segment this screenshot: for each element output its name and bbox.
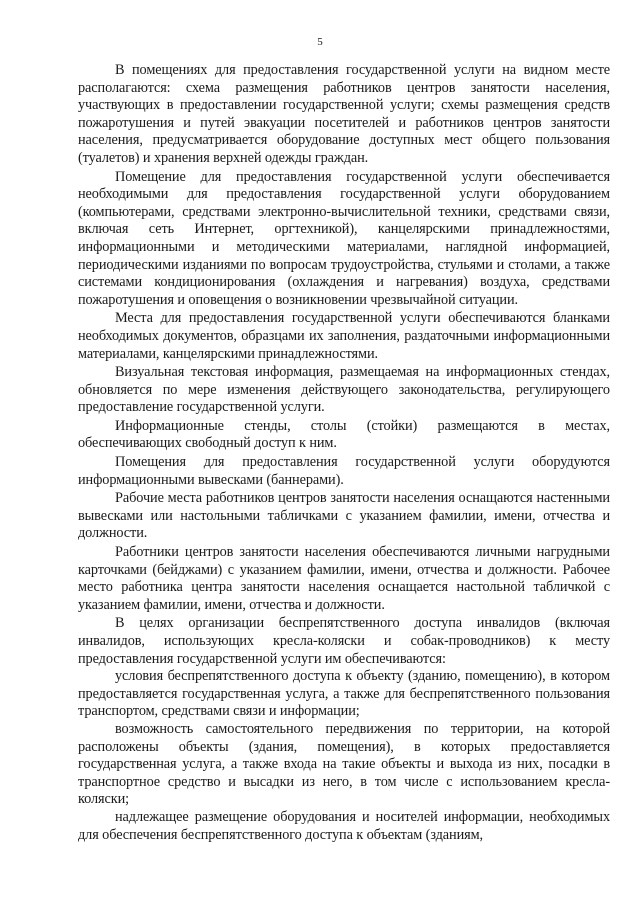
paragraph-10: условия беспрепятственного доступа к объекту (зданию, помещению), в котором предоставляется государственная услуга, а также для беспрепятственного пользования транспортом, средствами связи и информации; (78, 668, 610, 720)
paragraph-12: надлежащее размещение оборудования и носителей информации, необходимых для обеспечения беспрепятственного доступа к объектам (зданиям, (78, 808, 610, 843)
paragraph-7: Рабочие места работников центров занятости населения оснащаются настенными вывесками или настольными табличками с указанием фамилии, имени, отчества и должности. (78, 490, 610, 542)
paragraph-11: возможность самостоятельного передвижения по территории, на которой расположены объекты (здания, помещения), в которых предоставляется государственная услуга, а также входа на такие объекты и выхода из них, посадки в транспортное средство и высадки из него, в том числе с использованием кресла-коляски; (78, 720, 610, 808)
paragraph-9: В целях организации беспрепятственного доступа инвалидов (включая инвалидов, использующих кресла-коляски и собак-проводников) к месту предоставления государственной услуги им обеспечиваются: (78, 615, 610, 667)
page-number: 5 (317, 36, 323, 48)
paragraph-6: Помещения для предоставления государственной услуги оборудуются информационными вывесками (баннерами). (78, 454, 610, 488)
paragraph-4: Визуальная текстовая информация, размещаемая на информационных стендах, обновляется по мере изменения действующего законодательства, регулирующего предоставление государственной услуги. (78, 364, 610, 416)
paragraph-8: Работники центров занятости населения обеспечиваются личными нагрудными карточками (бейджами) с указанием фамилии, имени, отчества и должности. Рабочее место работника центра занятости населения оснащается настольной табличкой с указанием фамилии, имени, отчества и должности. (78, 544, 610, 613)
paragraph-3: Места для предоставления государственной услуги обеспечиваются бланками необходимых документов, образцами их заполнения, раздаточными информационными материалами, канцелярскими принадлежностями. (78, 310, 610, 362)
paragraph-5: Информационные стенды, столы (стойки) размещаются в местах, обеспечивающих свободный доступ к ним. (78, 417, 610, 452)
paragraph-1: В помещениях для предоставления государственной услуги на видном месте располагаются: схема размещения работников центров занятости населения, участвующих в предоставлении государственной услуги; схемы размещения средств пожаротушения и путей эвакуации посетителей и работников центров занятости населения, предусматривается оборудование доступных мест общего пользования (туалетов) и хранения верхней одежды граждан. (78, 62, 610, 166)
paragraph-2: Помещение для предоставления государственной услуги обеспечивается необходимыми для предоставления государственной услуги оборудованием (компьютерами, средствами электронно-вычислительной техники, средствами связи, включая сеть Интернет, оргтехникой), канцелярскими принадлежностями, информационными и методическими материалами, наглядной информацией, периодическими изданиями по вопросам трудоустройства, стульями и столами, а также системами кондиционирования (охлаждения и нагревания) воздуха, средствами пожаротушения и оповещения о возникновении чрезвычайной ситуации. (78, 168, 610, 308)
document-body (78, 62, 610, 844)
